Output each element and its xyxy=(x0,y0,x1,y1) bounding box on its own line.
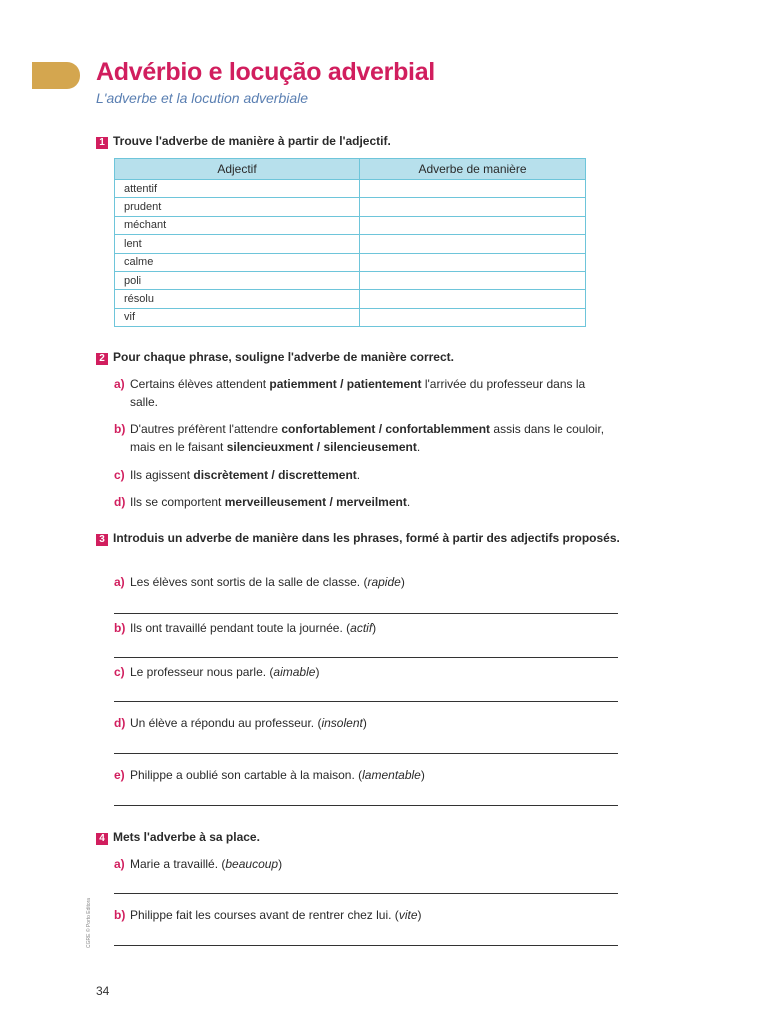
exercise-4-item-b: b) Philippe fait les courses avant de rentrer chez lui. (vite) xyxy=(114,908,422,922)
choice-option[interactable]: merveilleusement xyxy=(224,495,327,509)
exercise-instruction: Introduis un adverbe de manière dans les phrases, formé à partir des adjectifs proposés. xyxy=(113,531,620,545)
exercise-instruction: Pour chaque phrase, souligne l'adverbe de manière correct. xyxy=(113,350,454,364)
choice-option[interactable]: patientement xyxy=(346,377,422,391)
adjective-cell: vif xyxy=(115,308,360,326)
table-row xyxy=(115,271,586,289)
choice-option[interactable]: confortablemment xyxy=(385,422,491,436)
item-label: a) xyxy=(114,857,125,871)
exercise-3-item-a: a) Les élèves sont sortis de la salle de classe. (rapide) xyxy=(114,575,405,589)
column-header: Adverbe de manière xyxy=(360,159,586,180)
choice-option[interactable]: confortablement xyxy=(281,422,376,436)
answer-cell[interactable] xyxy=(360,290,586,308)
item-label: c) xyxy=(114,468,125,482)
page-title: Advérbio e locução adverbial xyxy=(96,58,435,86)
adjective-cell: lent xyxy=(115,235,360,253)
choice-option[interactable]: discrettement xyxy=(278,468,357,482)
exercise-3-item-c: c) Le professeur nous parle. (aimable) xyxy=(114,665,320,679)
answer-cell[interactable] xyxy=(360,180,586,198)
answer-line[interactable] xyxy=(114,657,618,658)
exercise-number: 2 xyxy=(96,353,108,365)
item-label: b) xyxy=(114,621,126,635)
item-label: a) xyxy=(114,575,125,589)
table-row xyxy=(115,198,586,216)
choice-option[interactable]: silencieuxment xyxy=(226,440,314,454)
exercise-number: 3 xyxy=(96,534,108,546)
item-label: e) xyxy=(114,768,125,782)
section-tab xyxy=(32,62,80,89)
adjective-cell: calme xyxy=(115,253,360,271)
adjective-cell: méchant xyxy=(115,216,360,234)
item-label: a) xyxy=(114,377,125,391)
answer-line[interactable] xyxy=(114,613,618,614)
exercise-number: 4 xyxy=(96,833,108,845)
answer-cell[interactable] xyxy=(360,253,586,271)
choice-option[interactable]: discrètement xyxy=(193,468,269,482)
item-label: b) xyxy=(114,908,126,922)
exercise-instruction: Trouve l'adverbe de manière à partir de l'adjectif. xyxy=(113,134,391,148)
adjective-cell: résolu xyxy=(115,290,360,308)
exercise-2-item-b: b) D'autres préfèrent l'attendre confortablement / confortablemment assis dans le couloir, mais en le faisant silencieuxment / silencieusement. xyxy=(114,422,605,454)
exercise-3-item-b: b) Ils ont travaillé pendant toute la journée. (actif) xyxy=(114,621,377,635)
table-row xyxy=(115,290,586,308)
adjective-cell: poli xyxy=(115,271,360,289)
adjective-cell: attentif xyxy=(115,180,360,198)
page-subtitle: L'adverbe et la locution adverbiale xyxy=(96,90,309,106)
item-label: b) xyxy=(114,422,126,436)
answer-cell[interactable] xyxy=(360,271,586,289)
exercise-4-heading xyxy=(96,828,626,846)
answer-cell[interactable] xyxy=(360,308,586,326)
exercise-3-item-e: e) Philippe a oublié son cartable à la maison. (lamentable) xyxy=(114,768,425,782)
answer-cell[interactable] xyxy=(360,235,586,253)
item-label: c) xyxy=(114,665,125,679)
answer-line[interactable] xyxy=(114,753,618,754)
table-row xyxy=(115,235,586,253)
answer-line[interactable] xyxy=(114,893,618,894)
choice-option[interactable]: merveilment xyxy=(336,495,407,509)
exercise-1-heading xyxy=(96,132,626,150)
page-number: 34 xyxy=(96,984,110,998)
choice-option[interactable]: silencieusement xyxy=(323,440,417,454)
answer-line[interactable] xyxy=(114,701,618,702)
item-label: d) xyxy=(114,495,126,509)
exercise-2-heading xyxy=(96,348,626,366)
exercise-4-item-a: a) Marie a travaillé. (beaucoup) xyxy=(114,857,283,871)
table-row xyxy=(115,308,586,326)
answer-cell[interactable] xyxy=(360,216,586,234)
adjective-table xyxy=(114,158,586,327)
item-label: d) xyxy=(114,716,126,730)
exercise-instruction: Mets l'adverbe à sa place. xyxy=(113,830,260,844)
answer-line[interactable] xyxy=(114,945,618,946)
choice-option[interactable]: patiemment xyxy=(269,377,337,391)
exercise-2-item-d: d) Ils se comportent merveilleusement / merveilment. xyxy=(114,495,411,509)
table-row xyxy=(115,216,586,234)
exercise-2-item-a: a) Certains élèves attendent patiemment / patientement l'arrivée du professeur dans la salle. xyxy=(114,377,586,409)
exercise-2-item-c: c) Ils agissent discrètement / discrettement. xyxy=(114,468,361,482)
copyright-notice: CGRE © Porto Editora xyxy=(86,897,92,948)
table-row xyxy=(115,253,586,271)
table-row xyxy=(115,180,586,198)
answer-line[interactable] xyxy=(114,805,618,806)
answer-cell[interactable] xyxy=(360,198,586,216)
adjective-cell: prudent xyxy=(115,198,360,216)
column-header: Adjectif xyxy=(115,159,360,180)
exercise-3-heading xyxy=(96,529,626,547)
exercise-3-item-d: d) Un élève a répondu au professeur. (insolent) xyxy=(114,716,367,730)
exercise-number: 1 xyxy=(96,137,108,149)
